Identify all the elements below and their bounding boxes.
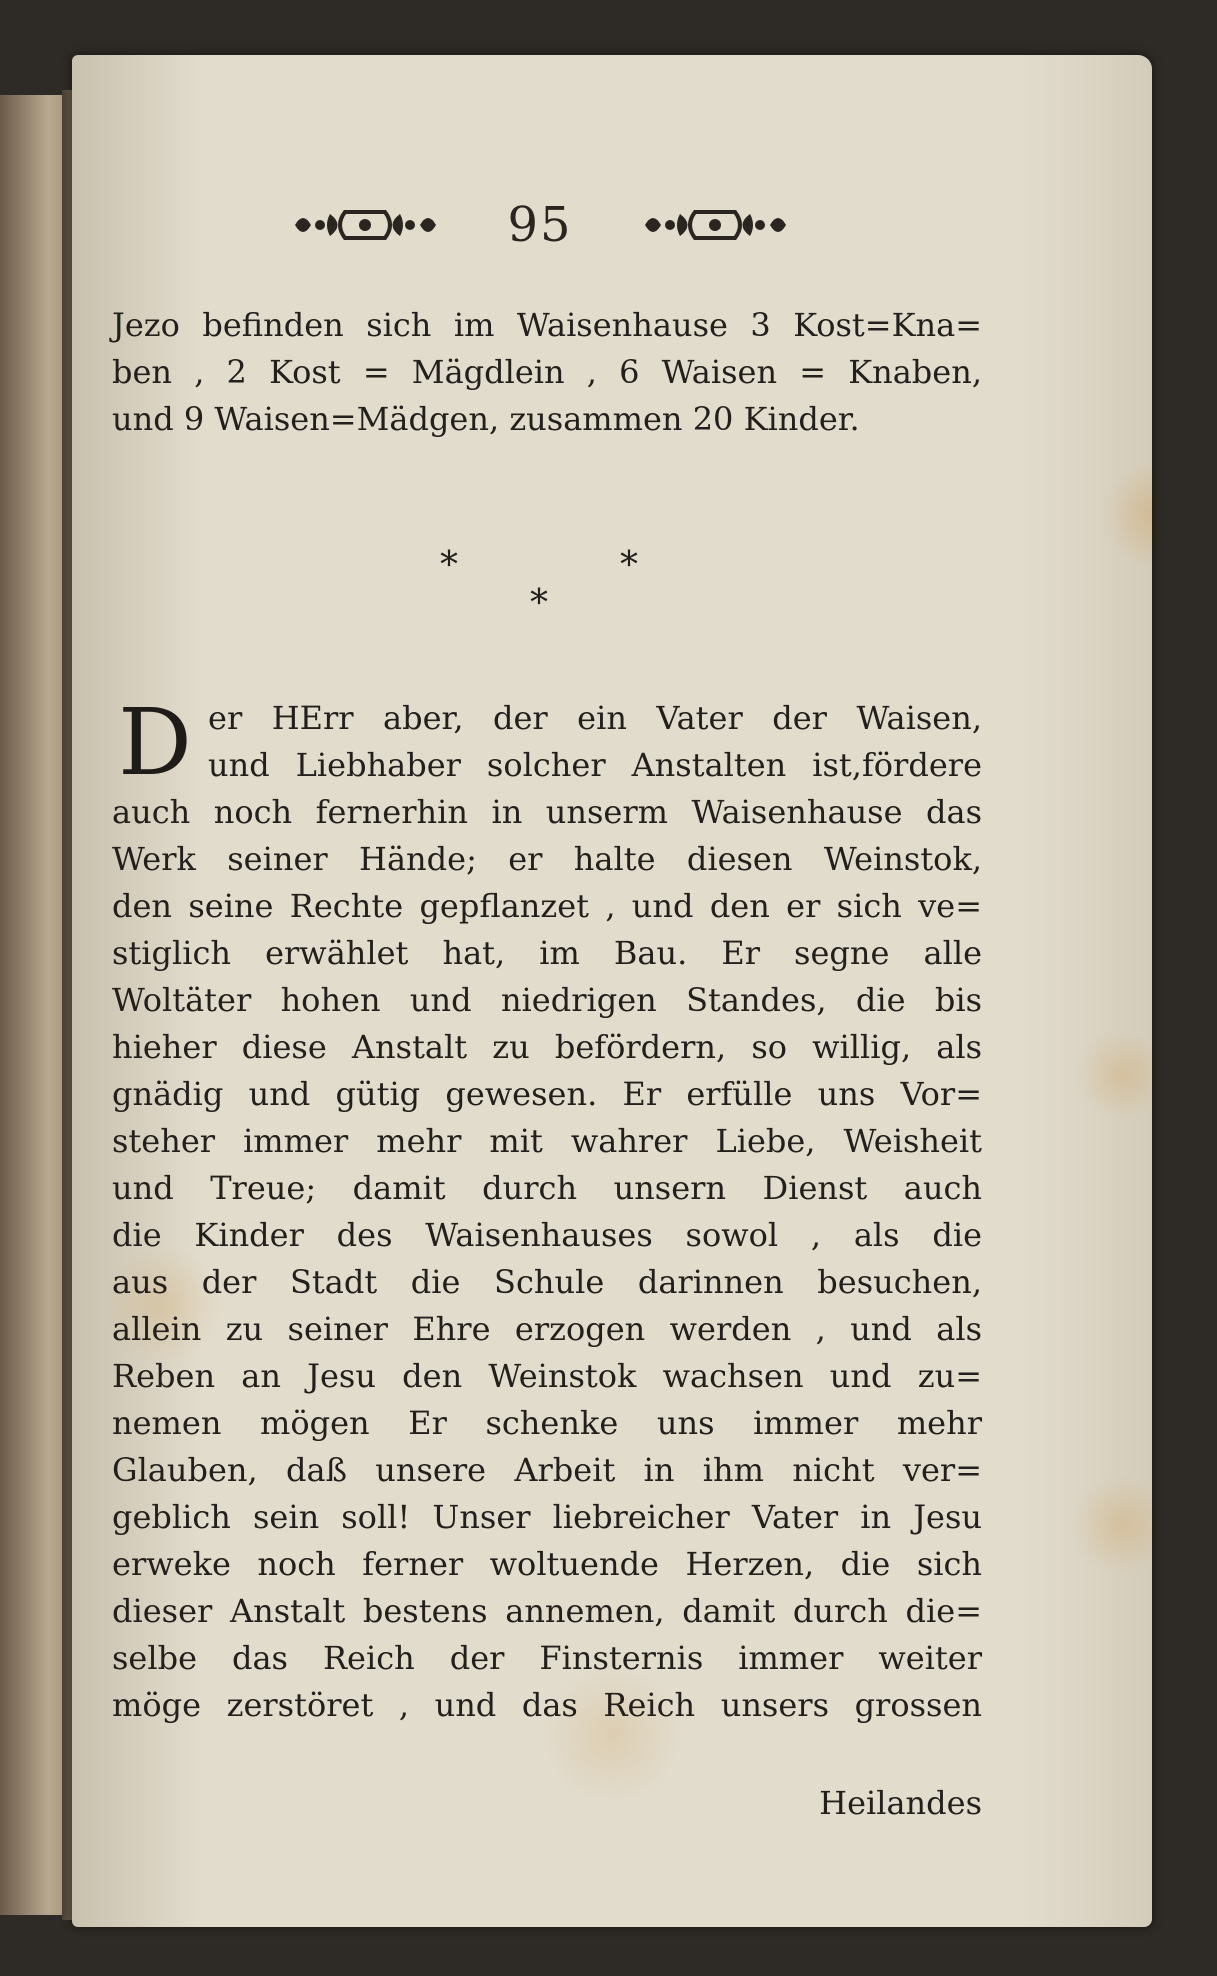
- text-line: erweke noch ferner woltuende Herzen, die sich: [112, 1545, 982, 1583]
- text-line: die Kinder des Waisenhauses sowol , als die: [112, 1216, 982, 1254]
- text-line: er HErr aber, der ein Vater der Waisen,: [208, 699, 982, 737]
- page-header: [290, 195, 790, 255]
- text-line: stiglich erwählet hat, im Bau. Er segne alle: [112, 934, 982, 972]
- asterisk: *: [440, 545, 458, 586]
- floral-ornament-right-icon: [640, 200, 790, 250]
- section-separator: [440, 545, 660, 624]
- page-number: 95: [507, 197, 573, 253]
- text-line: allein zu seiner Ehre erzogen werden , und als: [112, 1310, 982, 1348]
- text-line: steher immer mehr mit wahrer Liebe, Weisheit: [112, 1122, 982, 1160]
- text-line: hieher diese Anstalt zu befördern, so willig, als: [112, 1028, 982, 1066]
- main-paragraph: [112, 689, 982, 1729]
- floral-ornament-left-icon: [290, 200, 440, 250]
- intro-paragraph: [112, 302, 982, 443]
- text-line: gnädig und gütig gewesen. Er erfülle uns Vor=: [112, 1075, 982, 1113]
- text-line: dieser Anstalt bestens annemen, damit durch die=: [112, 1592, 982, 1630]
- text-line: auch noch fernerhin in unserm Waisenhause das: [112, 793, 982, 831]
- catchword: Heilandes: [819, 1784, 982, 1822]
- text-line: ben , 2 Kost = Mägdlein , 6 Waisen = Knaben,: [112, 353, 982, 391]
- asterisk: *: [530, 583, 548, 624]
- text-line: aus der Stadt die Schule darinnen besuchen,: [112, 1263, 982, 1301]
- text-line: Werk seiner Hände; er halte diesen Weinstok,: [112, 840, 982, 878]
- text-line: selbe das Reich der Finsternis immer weiter: [112, 1639, 982, 1677]
- text-line: geblich sein soll! Unser liebreicher Vater in Jesu: [112, 1498, 982, 1536]
- text-line: Glauben, daß unsere Arbeit in ihm nicht ver=: [112, 1451, 982, 1489]
- text-line: Woltäter hohen und niedrigen Standes, die bis: [112, 981, 982, 1019]
- text-line: den seine Rechte gepflanzet , und den er sich ve=: [112, 887, 982, 925]
- text-line: Reben an Jesu den Weinstok wachsen und zu=: [112, 1357, 982, 1395]
- text-line: nemen mögen Er schenke uns immer mehr: [112, 1404, 982, 1442]
- asterisk: *: [620, 545, 638, 586]
- text-line: und Treue; damit durch unsern Dienst auch: [112, 1169, 982, 1207]
- text-line: möge zerstöret , und das Reich unsers grossen: [112, 1686, 982, 1724]
- drop-cap: D: [118, 689, 192, 796]
- text-line: und 9 Waisen=Mädgen, zusammen 20 Kinder.: [112, 400, 860, 438]
- text-line: Jezo befinden sich im Waisenhause 3 Kost=Kna=: [112, 306, 982, 344]
- text-line: und Liebhaber solcher Anstalten ist,fördere: [208, 746, 982, 784]
